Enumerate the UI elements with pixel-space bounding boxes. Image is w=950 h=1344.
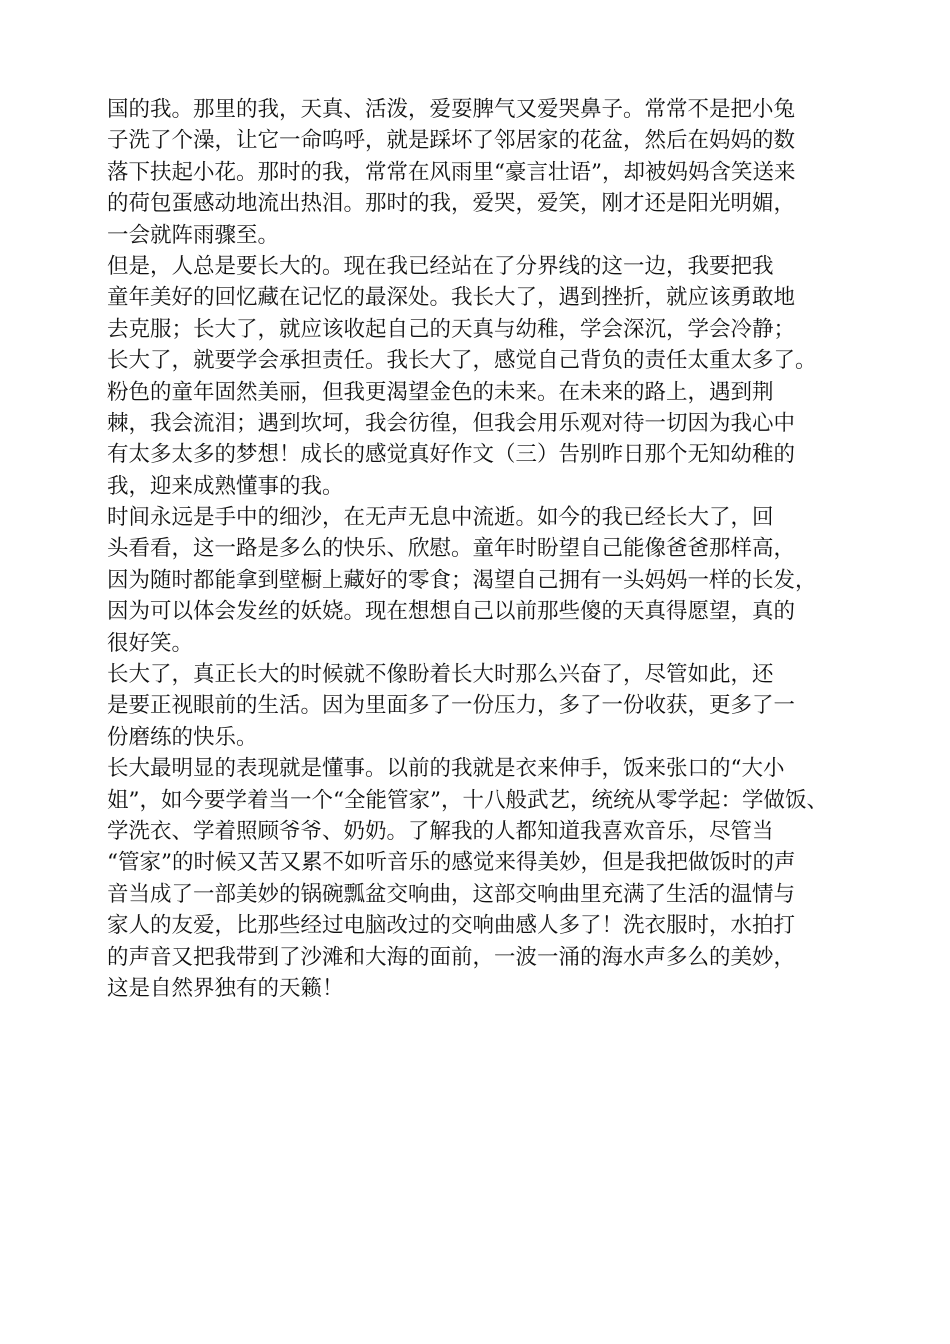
text-line: 童年美好的回忆藏在记忆的最深处。我长大了，遇到挫折，就应该勇敢地 — [107, 285, 796, 311]
text-line: 因为可以体会发丝的妖娆。现在想想自己以前那些傻的天真得愿望，真的 — [107, 599, 796, 625]
text-line: 的荷包蛋感动地流出热泪。那时的我，爱哭，爱笑，刚才还是阳光明媚， — [107, 191, 796, 217]
text-line: 姐”，如今要学着当一个“全能管家”，十八般武艺，统统从零学起：学做饭、 — [107, 787, 828, 813]
text-line: 落下扶起小花。那时的我，常常在风雨里“豪言壮语”，却被妈妈含笑送来 — [107, 159, 796, 185]
text-line: 棘，我会流泪；遇到坎坷，我会彷徨，但我会用乐观对待一切因为我心中 — [107, 410, 796, 436]
text-line: 学洗衣、学着照顾爷爷、奶奶。了解我的人都知道我喜欢音乐，尽管当 — [107, 818, 774, 844]
text-line: 国的我。那里的我，天真、活泼，爱耍脾气又爱哭鼻子。常常不是把小兔 — [107, 97, 796, 122]
text-line: 有太多太多的梦想！成长的感觉真好作文（三）告别昨日那个无知幼稚的 — [107, 442, 796, 468]
text-line: 份磨练的快乐。 — [107, 724, 258, 750]
text-line: 很好笑。 — [107, 630, 194, 656]
text-line: 我，迎来成熟懂事的我。 — [107, 473, 344, 499]
text-line: 音当成了一部美妙的锅碗瓢盆交响曲，这部交响曲里充满了生活的温情与 — [107, 881, 796, 907]
text-line: 粉色的童年固然美丽，但我更渴望金色的未来。在未来的路上，遇到荆 — [107, 379, 774, 405]
text-line: “管家”的时候又苦又累不如听音乐的感觉来得美妙，但是我把做饭时的声 — [107, 850, 796, 876]
text-line: 去克服；长大了，就应该收起自己的天真与幼稚，学会深沉，学会冷静； — [107, 316, 796, 342]
text-line: 长大最明显的表现就是懂事。以前的我就是衣来伸手，饭来张口的“大小 — [107, 756, 785, 782]
text-line: 头看看，这一路是多么的快乐、欣慰。童年时盼望自己能像爸爸那样高， — [107, 536, 796, 562]
text-line: 的声音又把我带到了沙滩和大海的面前，一波一涌的海水声多么的美妙， — [107, 944, 796, 970]
text-line: 因为随时都能拿到壁橱上藏好的零食；渴望自己拥有一头妈妈一样的长发， — [107, 567, 817, 593]
text-line: 是要正视眼前的生活。因为里面多了一份压力，多了一份收获，更多了一 — [107, 693, 796, 719]
text-line: 子洗了个澡，让它一命呜呼，就是踩坏了邻居家的花盆，然后在妈妈的数 — [107, 128, 796, 154]
text-line: 一会就阵雨骤至。 — [107, 222, 280, 248]
text-line: 时间永远是手中的细沙，在无声无息中流逝。如今的我已经长大了，回 — [107, 505, 774, 531]
text-line: 家人的友爱，比那些经过电脑改过的交响曲感人多了！洗衣服时，水拍打 — [107, 913, 796, 939]
text-line: 长大了，真正长大的时候就不像盼着长大时那么兴奋了，尽管如此，还 — [107, 662, 774, 688]
text-line: 但是，人总是要长大的。现在我已经站在了分界线的这一边，我要把我 — [107, 253, 774, 279]
text-line: 长大了，就要学会承担责任。我长大了，感觉自己背负的责任太重太多了。 — [107, 348, 817, 374]
text-line: 这是自然界独有的天籁！ — [107, 975, 344, 1001]
essay-text — [107, 94, 877, 1004]
